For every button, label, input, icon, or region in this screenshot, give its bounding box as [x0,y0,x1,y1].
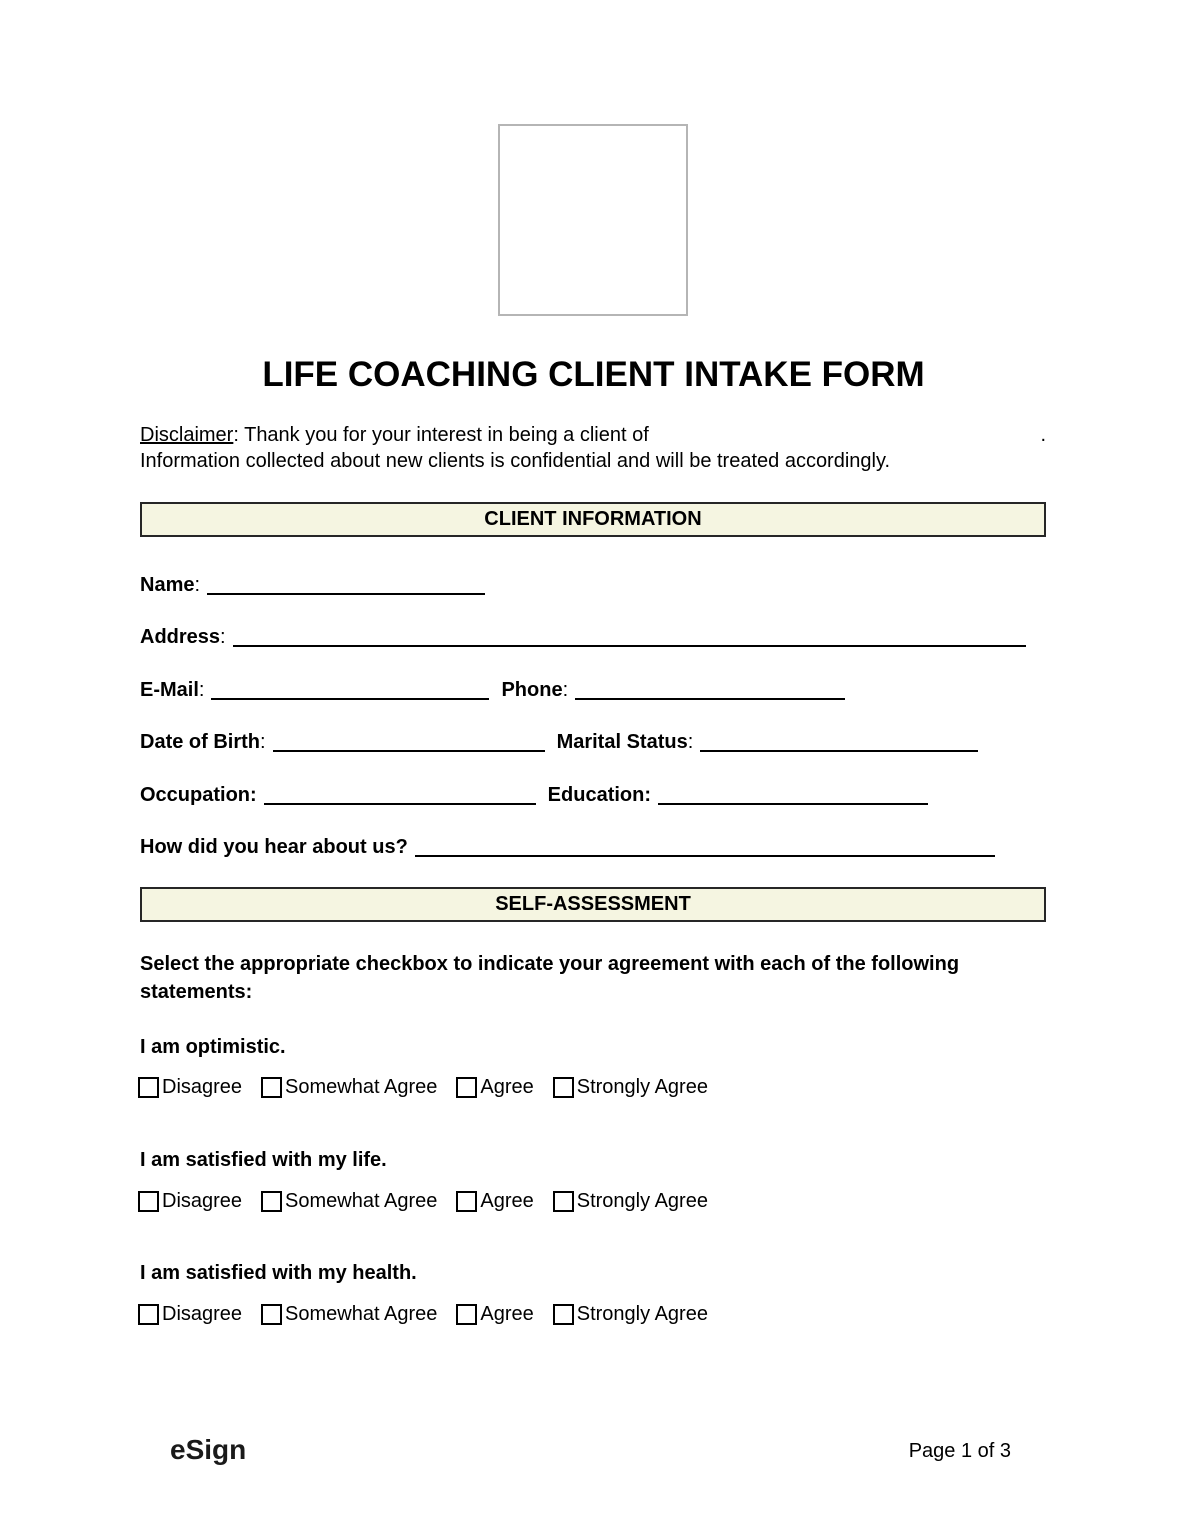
colon: : [198,679,205,701]
colon: : [220,626,226,648]
option-label: Strongly Agree [576,1190,708,1212]
disclaimer-line-2: Information collected about new clients is confidential and will be treated accordingly. [140,450,891,472]
checkbox-life-somewhat-agree[interactable] [261,1191,282,1212]
date-of-birth-input-line[interactable] [273,734,545,752]
options-row-optimistic [138,1076,727,1099]
field-row-email-phone [140,678,845,702]
option-label: Disagree [162,1190,243,1212]
address-input-line[interactable] [233,629,1026,647]
occupation-label: Occupation: [140,784,257,806]
referral-input-line[interactable] [415,839,995,857]
disclaimer-label: Disclaimer [140,424,234,446]
checkbox-health-agree[interactable] [456,1304,477,1325]
colon: : [687,731,694,753]
option-label: Somewhat Agree [285,1076,438,1098]
disclaimer-period: . [1040,424,1046,446]
education-label: Education: [547,784,652,806]
option-label: Somewhat Agree [285,1303,438,1325]
disclaimer [140,422,1046,474]
checkbox-optimistic-agree[interactable] [456,1077,477,1098]
field-row-occupation-education [140,783,928,807]
section-header-client-information: CLIENT INFORMATION [140,502,1046,537]
option-label: Somewhat Agree [285,1190,438,1212]
checkbox-health-strongly-agree[interactable] [553,1304,574,1325]
checkbox-health-somewhat-agree[interactable] [261,1304,282,1325]
option-life-somewhat-agree [261,1190,437,1213]
field-row-dob-marital [140,730,978,754]
field-row-address [140,625,1026,649]
disclaimer-text [140,422,649,448]
option-health-disagree [138,1303,242,1326]
option-optimistic-disagree [138,1076,242,1099]
name-input-line[interactable] [207,577,485,595]
email-input-line[interactable] [211,682,489,700]
option-optimistic-strongly-agree [553,1076,708,1099]
checkbox-optimistic-disagree[interactable] [138,1077,159,1098]
date-of-birth-label: Date of Birth [140,731,260,753]
occupation-input-line[interactable] [264,787,536,805]
option-label: Disagree [162,1076,243,1098]
option-label: Agree [480,1076,534,1098]
referral-label: How did you hear about us? [140,836,408,858]
statement-optimistic: I am optimistic. [140,1036,286,1058]
colon: : [194,574,201,596]
option-label: Strongly Agree [576,1076,708,1098]
checkbox-health-disagree[interactable] [138,1304,159,1325]
option-label: Agree [480,1303,534,1325]
phone-label: Phone [501,679,563,701]
self-assessment-instructions: Select the appropriate checkbox to indicate your agreement with each of the following statements: [140,953,960,1003]
logo-placeholder [498,124,688,316]
marital-status-input-line[interactable] [700,734,978,752]
field-row-name [140,573,485,597]
disclaimer-rest: : Thank you for your interest in being a client of [233,424,649,446]
section-header-self-assessment: SELF-ASSESSMENT [140,887,1046,922]
checkbox-optimistic-strongly-agree[interactable] [553,1077,574,1098]
education-input-line[interactable] [658,787,928,805]
option-health-strongly-agree [553,1303,708,1326]
option-life-agree [456,1190,533,1213]
option-health-somewhat-agree [261,1303,437,1326]
option-label: Strongly Agree [576,1303,708,1325]
statement-health: I am satisfied with my health. [140,1262,417,1284]
option-health-agree [456,1303,533,1326]
checkbox-life-strongly-agree[interactable] [553,1191,574,1212]
page-indicator: Page 1 of 3 [908,1440,1011,1462]
phone-input-line[interactable] [575,682,845,700]
option-life-disagree [138,1190,242,1213]
statement-life: I am satisfied with my life. [140,1149,387,1171]
options-row-life [138,1190,727,1213]
checkbox-life-disagree[interactable] [138,1191,159,1212]
checkbox-optimistic-somewhat-agree[interactable] [261,1077,282,1098]
option-optimistic-agree [456,1076,533,1099]
colon: : [562,679,569,701]
option-label: Disagree [162,1303,243,1325]
option-life-strongly-agree [553,1190,708,1213]
esign-logo: eSign [170,1434,247,1465]
option-optimistic-somewhat-agree [261,1076,437,1099]
form-title: LIFE COACHING CLIENT INTAKE FORM [262,355,925,394]
options-row-health [138,1303,727,1326]
marital-status-label: Marital Status [556,731,688,753]
checkbox-life-agree[interactable] [456,1191,477,1212]
address-label: Address [140,626,221,648]
name-label: Name [140,574,195,596]
colon: : [260,731,266,753]
disclaimer-line-1 [140,422,1046,448]
option-label: Agree [480,1190,534,1212]
email-label: E-Mail [140,679,199,701]
field-row-referral [140,835,995,859]
